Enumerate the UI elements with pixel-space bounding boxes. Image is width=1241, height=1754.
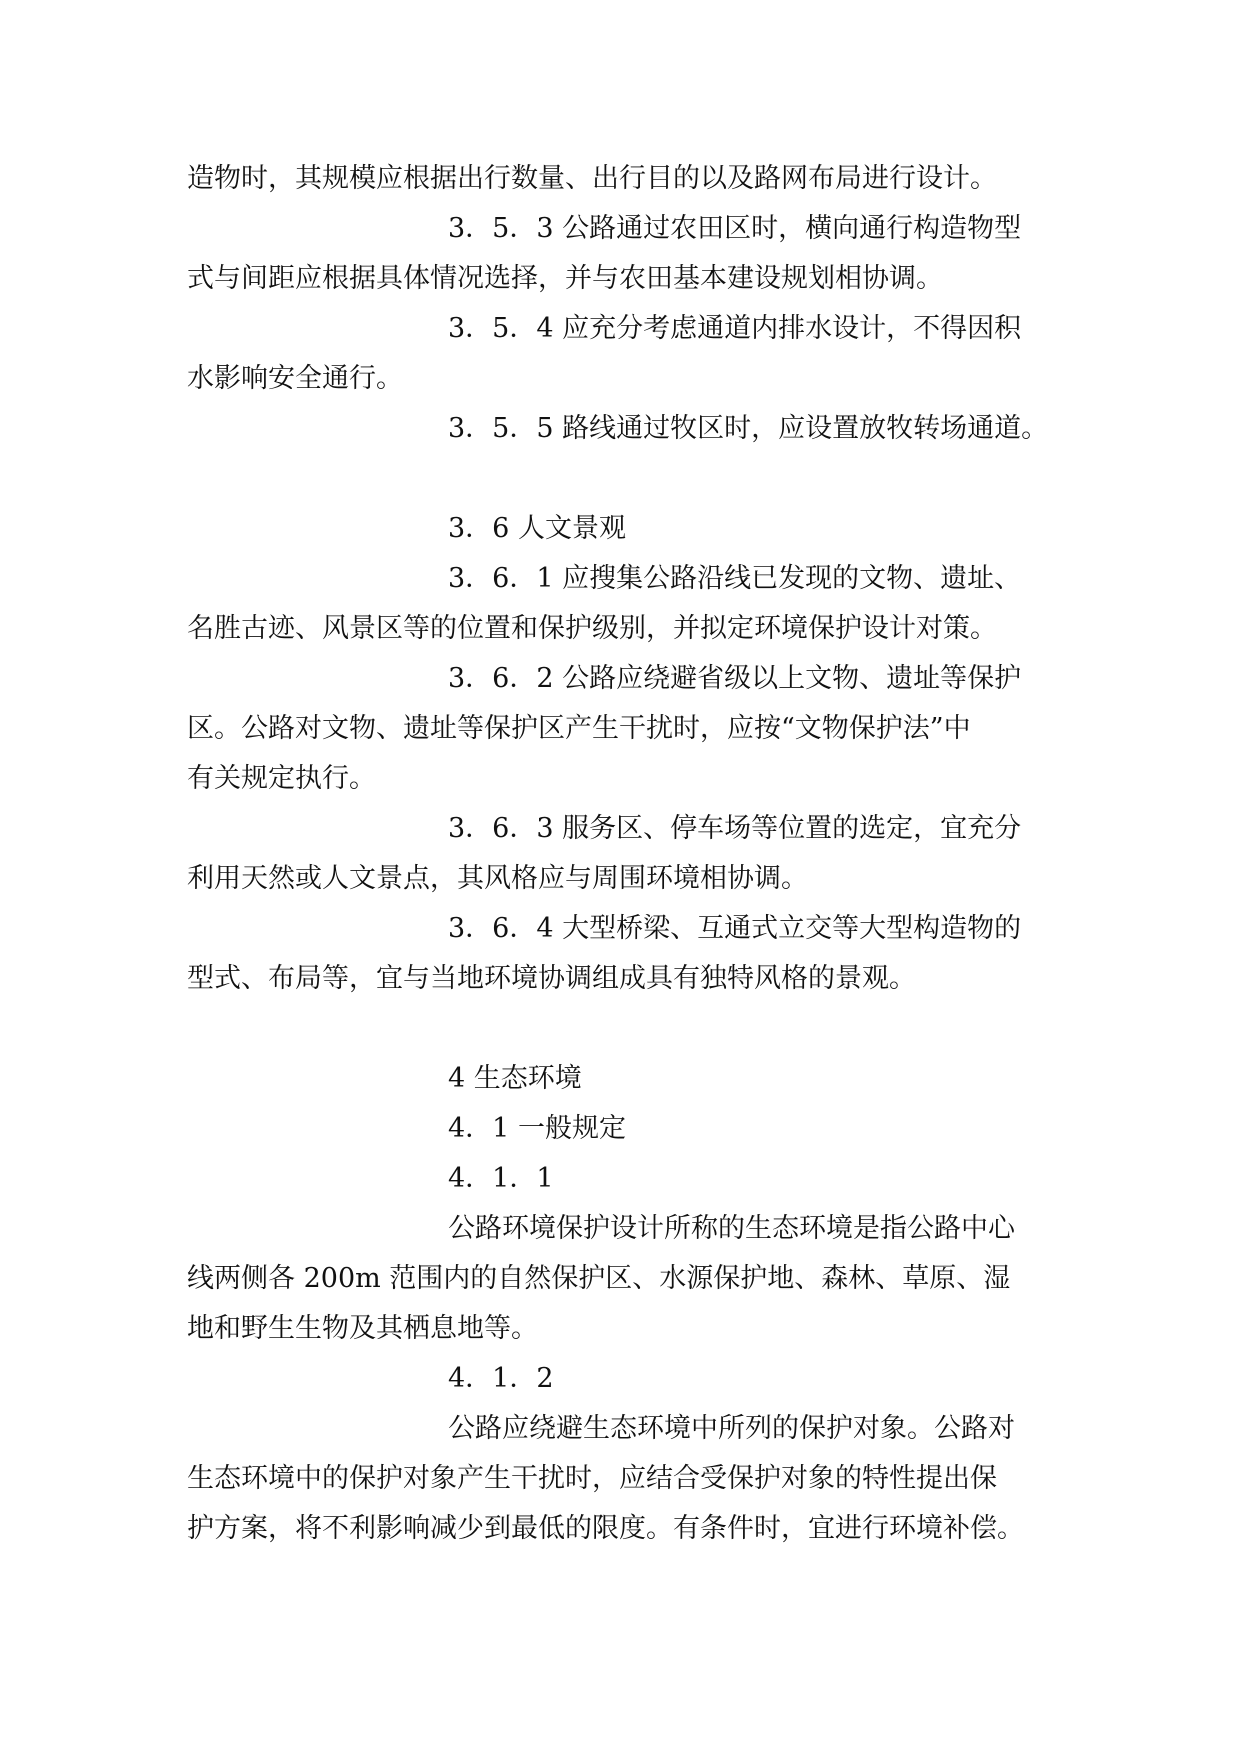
clause-4-1-2-text: 公路应绕避生态环境中所列的保护对象。公路对 bbox=[448, 1413, 1015, 1444]
text-line: 线两侧各 200m 范围内的自然保护区、水源保护地、森林、草原、湿 bbox=[187, 1263, 1011, 1294]
text-line: 有关规定执行。 bbox=[187, 763, 376, 794]
text-line: 护方案，将不利影响减少到最低的限度。有条件时，宜进行环境补偿。 bbox=[187, 1513, 1024, 1544]
text-line: 造物时，其规模应根据出行数量、出行目的以及路网布局进行设计。 bbox=[187, 163, 997, 194]
text-line: 区。公路对文物、遗址等保护区产生干扰时，应按“文物保护法”中 bbox=[187, 713, 971, 744]
clause-3-6-3: 3．6．3 服务区、停车场等位置的选定，宜充分 bbox=[448, 813, 1022, 844]
text-line: 式与间距应根据具体情况选择，并与农田基本建设规划相协调。 bbox=[187, 263, 943, 294]
chapter-heading-4: 4 生态环境 bbox=[448, 1063, 582, 1094]
text-line: 利用天然或人文景点，其风格应与周围环境相协调。 bbox=[187, 863, 808, 894]
clause-3-5-5: 3．5．5 路线通过牧区时，应设置放牧转场通道。 bbox=[448, 413, 1049, 444]
clause-number-4-1-2: 4．1．2 bbox=[448, 1363, 554, 1394]
clause-4-1-1-text: 公路环境保护设计所称的生态环境是指公路中心 bbox=[448, 1213, 1015, 1244]
clause-number-4-1-1: 4．1．1 bbox=[448, 1163, 554, 1194]
section-heading-3-6: 3．6 人文景观 bbox=[448, 513, 626, 544]
clause-3-6-4: 3．6．4 大型桥梁、互通式立交等大型构造物的 bbox=[448, 913, 1022, 944]
clause-3-5-4: 3．5．4 应充分考虑通道内排水设计，不得因积 bbox=[448, 313, 1022, 344]
text-line: 水影响安全通行。 bbox=[187, 363, 403, 394]
clause-3-5-3: 3．5．3 公路通过农田区时，横向通行构造物型 bbox=[448, 213, 1022, 244]
text-line: 名胜古迹、风景区等的位置和保护级别，并拟定环境保护设计对策。 bbox=[187, 613, 997, 644]
clause-3-6-1: 3．6．1 应搜集公路沿线已发现的文物、遗址、 bbox=[448, 563, 1022, 594]
clause-3-6-2: 3．6．2 公路应绕避省级以上文物、遗址等保护 bbox=[448, 663, 1022, 694]
section-heading-4-1: 4．1 一般规定 bbox=[448, 1113, 626, 1144]
text-line: 型式、布局等，宜与当地环境协调组成具有独特风格的景观。 bbox=[187, 963, 916, 994]
text-line: 地和野生生物及其栖息地等。 bbox=[187, 1313, 538, 1344]
text-line: 生态环境中的保护对象产生干扰时，应结合受保护对象的特性提出保 bbox=[187, 1463, 997, 1494]
